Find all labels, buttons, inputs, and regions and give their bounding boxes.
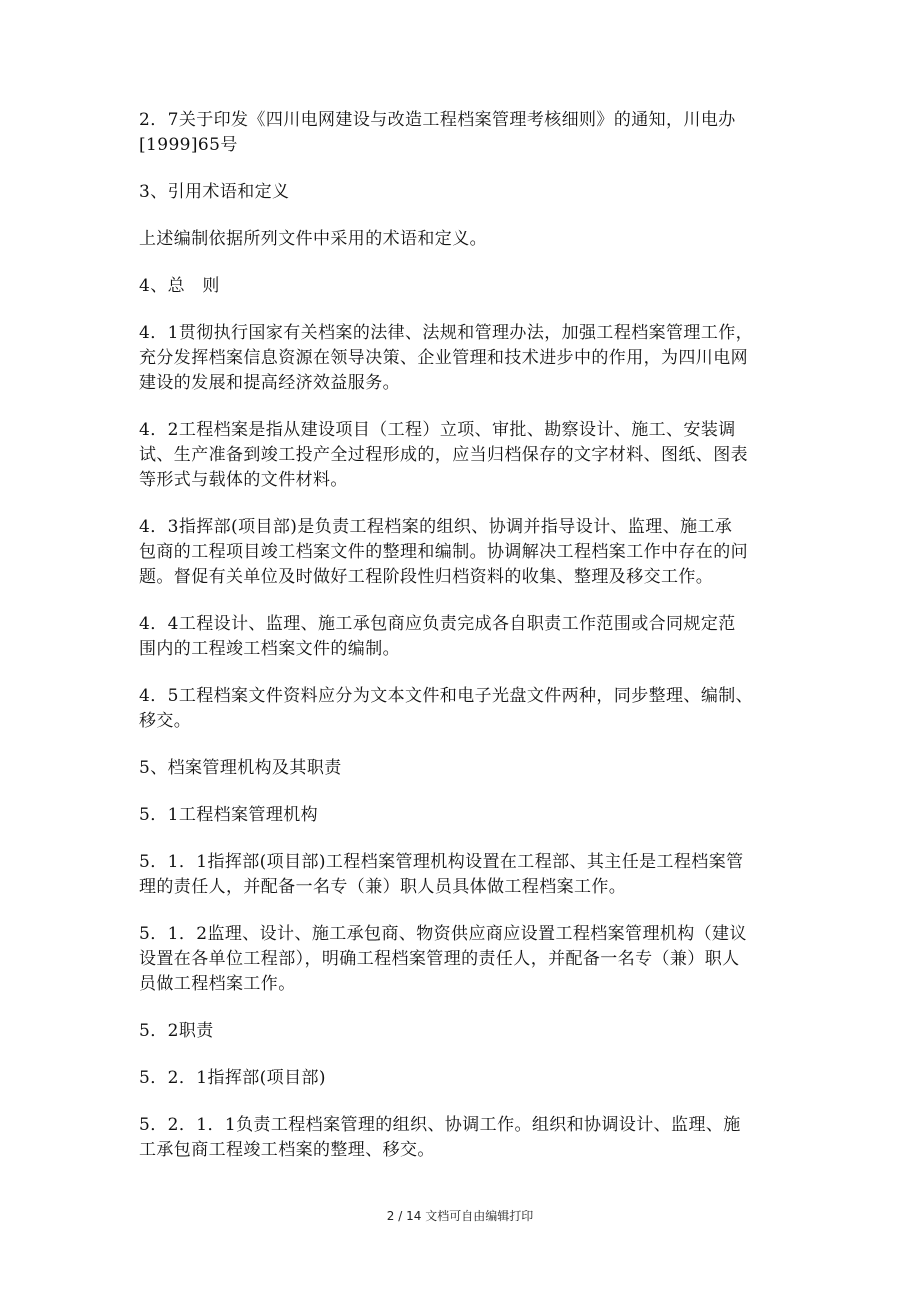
paragraph-line: 5．1．1指挥部(项目部)工程档案管理机构设置在工程部、其主任是工程档案管 xyxy=(139,852,744,872)
paragraph xyxy=(139,515,789,590)
paragraph-line: 4．3指挥部(项目部)是负责工程档案的组织、协调并指导设计、监理、施工承 xyxy=(139,517,733,537)
paragraph-line: 5．2．1．1负责工程档案管理的组织、协调工作。组织和协调设计、监理、施 xyxy=(139,1115,741,1135)
paragraph xyxy=(139,1019,789,1044)
paragraph xyxy=(139,756,789,781)
paragraph-line: 4、总 则 xyxy=(139,276,220,296)
paragraph-line: 4．1贯彻执行国家有关档案的法律、法规和管理办法，加强工程档案管理工作， xyxy=(139,323,754,343)
paragraph-line: 充分发挥档案信息资源在领导决策、企业管理和技术进步中的作用，为四川电网 xyxy=(139,348,748,368)
paragraph-line: 3、引用术语和定义 xyxy=(139,182,290,202)
paragraph-line: 4．4工程设计、监理、施工承包商应负责完成各自职责工作范围或合同规定范 xyxy=(139,614,736,634)
paragraph xyxy=(139,922,789,997)
paragraph-line: 移交。 xyxy=(139,711,192,731)
paragraph-line: 理的责任人，并配备一名专（兼）职人员具体做工程档案工作。 xyxy=(139,877,627,897)
document-body xyxy=(139,108,789,1185)
paragraph-line: 4．5工程档案文件资料应分为文本文件和电子光盘文件两种，同步整理、编制、 xyxy=(139,686,754,706)
paragraph xyxy=(139,612,789,662)
paragraph-line: 工承包商工程竣工档案的整理、移交。 xyxy=(139,1140,435,1160)
paragraph-line: 设置在各单位工程部），明确工程档案管理的责任人，并配备一名专（兼）职人 xyxy=(139,949,740,969)
paragraph-line: 试、生产准备到竣工投产全过程形成的，应当归档保存的文字材料、图纸、图表 xyxy=(139,445,748,465)
paragraph-line: 等形式与载体的文件材料。 xyxy=(139,470,348,490)
paragraph xyxy=(139,1113,789,1163)
paragraph xyxy=(139,684,789,734)
paragraph-line: 包商的工程项目竣工档案文件的整理和编制。协调解决工程档案工作中存在的问 xyxy=(139,542,748,562)
paragraph-line: 5．1工程档案管理机构 xyxy=(139,805,319,825)
paragraph-line: 4．2工程档案是指从建设项目（工程）立项、审批、勘察设计、施工、安装调 xyxy=(139,420,736,440)
paragraph-line: 5．2职责 xyxy=(139,1021,214,1041)
paragraph-line: 5．1．2监理、设计、施工承包商、物资供应商应设置工程档案管理机构（建议 xyxy=(139,924,747,944)
paragraph-line: [1999]65号 xyxy=(139,135,238,155)
paragraph-line: 5．2．1指挥部(项目部) xyxy=(139,1068,326,1088)
paragraph xyxy=(139,1066,789,1091)
paragraph xyxy=(139,227,789,252)
paragraph-line: 题。督促有关单位及时做好工程阶段性归档资料的收集、整理及移交工作。 xyxy=(139,567,714,587)
paragraph xyxy=(139,803,789,828)
paragraph-line: 围内的工程竣工档案文件的编制。 xyxy=(139,639,400,659)
paragraph xyxy=(139,850,789,900)
paragraph xyxy=(139,274,789,299)
paragraph-line: 上述编制依据所列文件中采用的术语和定义。 xyxy=(139,229,487,249)
paragraph-line: 5、档案管理机构及其职责 xyxy=(139,758,342,778)
paragraph xyxy=(139,418,789,493)
paragraph xyxy=(139,321,789,396)
page-footer: 2 / 14 文档可自由编辑打印 xyxy=(386,1209,534,1223)
paragraph-line: 建设的发展和提高经济效益服务。 xyxy=(139,373,400,393)
paragraph xyxy=(139,180,789,205)
paragraph-line: 员做工程档案工作。 xyxy=(139,974,296,994)
paragraph-line: 2．7关于印发《四川电网建设与改造工程档案管理考核细则》的通知，川电办 xyxy=(139,110,736,130)
paragraph xyxy=(139,108,789,158)
